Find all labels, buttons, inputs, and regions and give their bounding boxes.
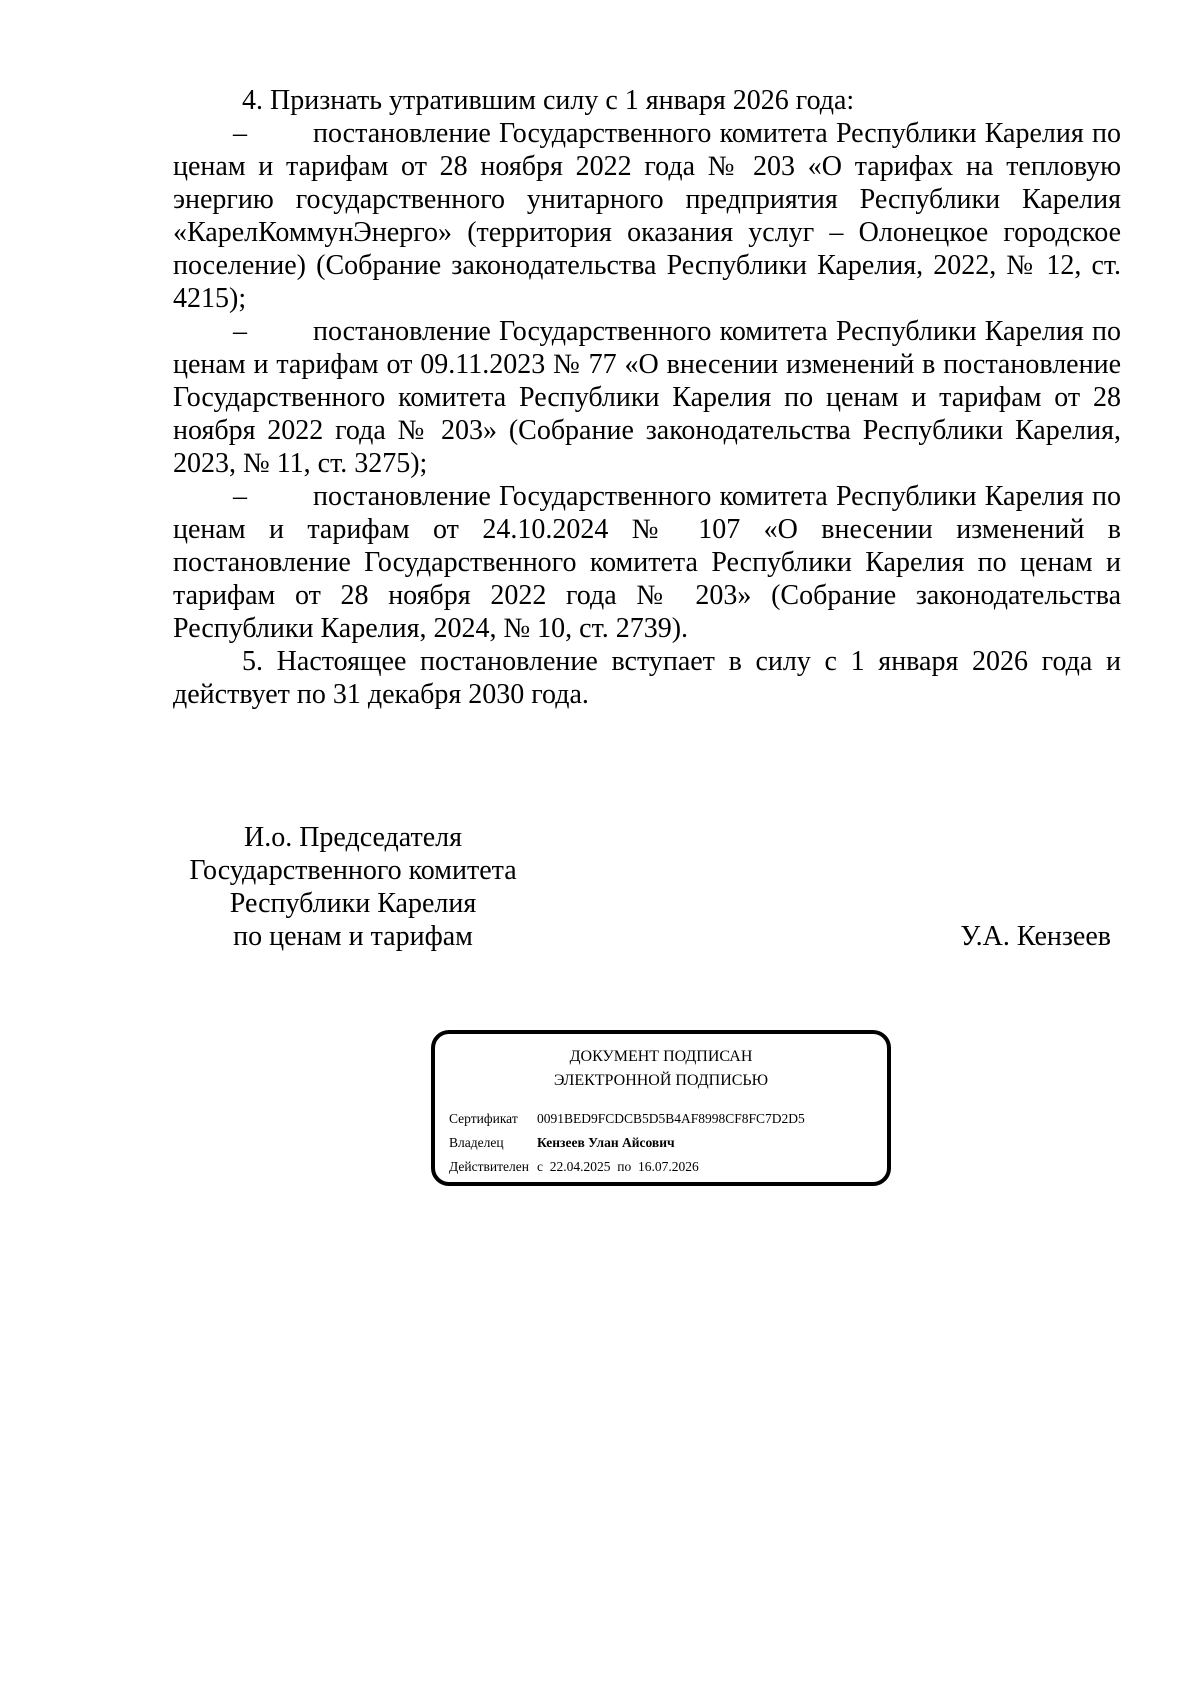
validity-label: Действителен (449, 1159, 529, 1174)
stamp-header-line: ЭЛЕКТРОННОЙ ПОДПИСЬЮ (553, 1072, 769, 1089)
list-dash: – (233, 481, 247, 512)
valid-to-date: 16.07.2026 (637, 1159, 699, 1174)
valid-from-date: 22.04.2025 (549, 1159, 611, 1174)
repealed-item-3-text: постановление Государственного комитета Республики Карелия по ценам и тарифам от 24.10.2024 № 107 «О внесении изменений в постановление Государственного комитета Республики Карелия по ценам и тарифам от 28 ноября 2022 года № 203» (Собрание законодательства Республики Карелия, 2024, № 10, ст. 2739). (173, 481, 1121, 644)
stamp-header (435, 1045, 887, 1093)
owner-label: Владелец (449, 1135, 504, 1150)
stamp-validity-row (449, 1158, 699, 1176)
electronic-signature-stamp (431, 1030, 891, 1186)
repealed-item-1-text: постановление Государственного комитета Республики Карелия по ценам и тарифам от 28 ноября 2022 года № 203 «О тарифах на тепловую энергию государственного унитарного предприятия Республики Карелия «КарелКоммунЭнерго» (территория оказания услуг – Олонецкое городское поселение) (Собрание законодательства Республики Карелия, 2022, № 12, ст. 4215); (173, 118, 1121, 314)
certificate-label: Сертификат (449, 1111, 518, 1126)
owner-value: Кензеев Улан Айсович (537, 1135, 675, 1150)
signatory-title-line: И.о. Председателя (243, 822, 463, 853)
paragraph-4: 4. Признать утратившим силу с 1 января 2026 года: (242, 85, 855, 116)
valid-from-prefix: с (537, 1159, 543, 1174)
signatory-title-line: Государственного комитета (189, 855, 517, 886)
document-body (173, 84, 1121, 711)
list-dash: – (233, 316, 247, 347)
paragraph-5: 5. Настоящее постановление вступает в силу с 1 января 2026 года и действует по 31 декабря 2030 года. (173, 646, 1121, 710)
repealed-item-2 (173, 315, 1121, 480)
list-dash: – (233, 118, 247, 149)
repealed-item-1 (173, 117, 1121, 315)
certificate-value: 0091BED9FCDCB5D5B4AF8998CF8FC7D2D5 (537, 1111, 805, 1126)
repealed-item-2-text: постановление Государственного комитета Республики Карелия по ценам и тарифам от 09.11.2023 № 77 «О внесении изменений в постановление Государственного комитета Республики Карелия по ценам и тарифам от 28 ноября 2022 года № 203» (Собрание законодательства Республики Карелия, 2023, № 11, ст. 3275); (173, 316, 1121, 479)
stamp-owner-row (449, 1134, 675, 1152)
stamp-header-line: ДОКУМЕНТ ПОДПИСАН (569, 1048, 753, 1065)
signatory-title-line: по ценам и тарифам (233, 921, 473, 952)
valid-to-prefix: по (617, 1159, 632, 1174)
signatory-title-line: Республики Карелия (229, 888, 477, 919)
stamp-certificate-row (449, 1110, 805, 1128)
repealed-item-3 (173, 480, 1121, 645)
signatory-title (173, 821, 533, 953)
signatory-name: У.А. Кензеев (960, 921, 1111, 952)
